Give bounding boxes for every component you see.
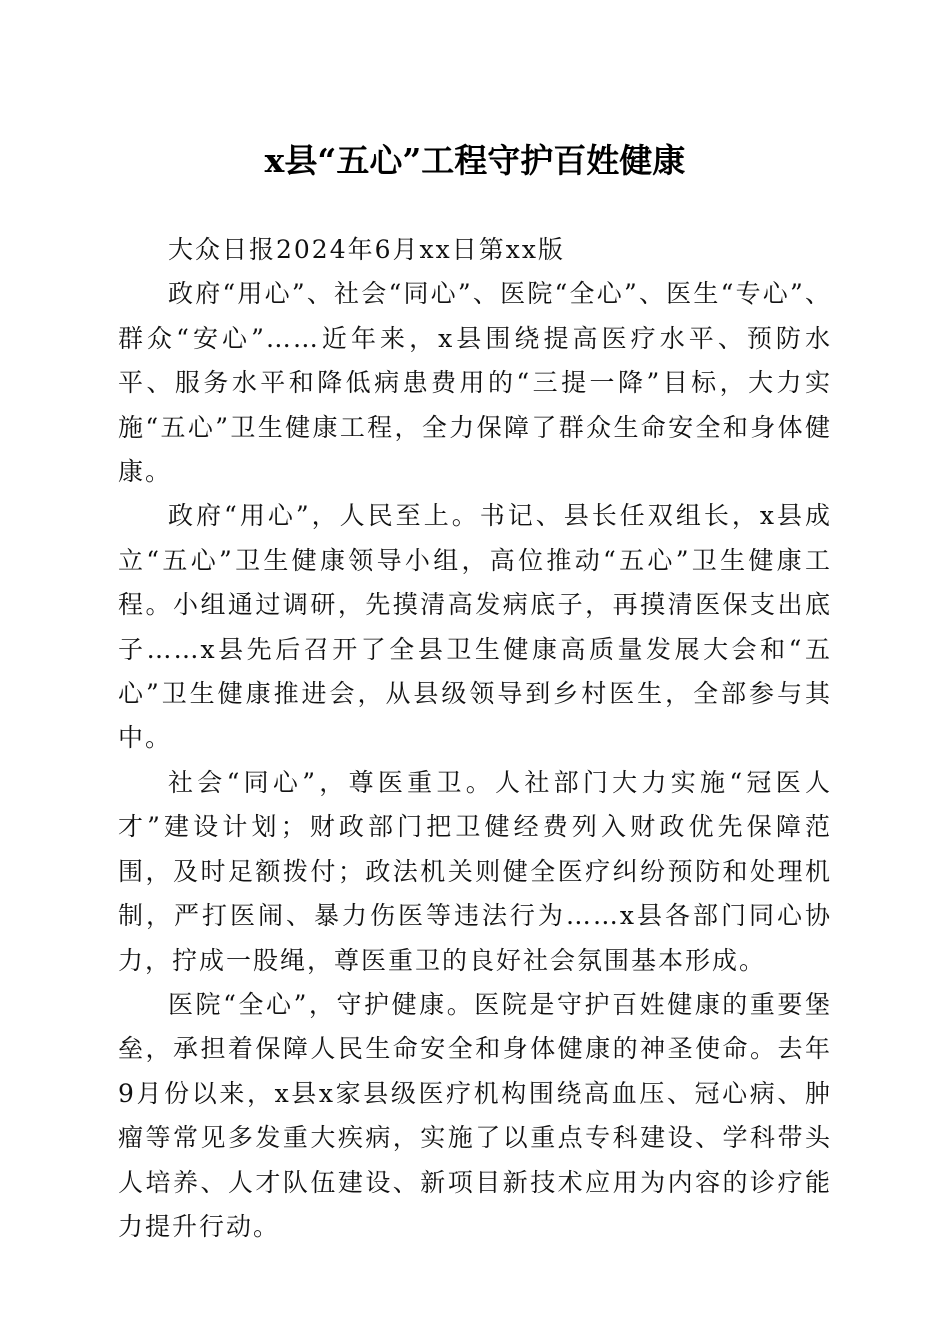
paragraph-government: 政府“用心”，人民至上。书记、县长任双组长，x县成立“五心”卫生健康领导小组，高位推动“五心”卫生健康工程。小组通过调研，先摸清高发病底子，再摸清医保支出底子……x县先后召开了全县卫生健康高质量发展大会和“五心”卫生健康推进会，从县级领导到乡村医生，全部参与其中。 [118,501,832,753]
article-byline: 大众日报2024年6月xx日第xx版 [168,235,565,264]
article-title: x县“五心”工程守护百姓健康 [264,141,686,180]
article-body [118,228,832,1249]
paragraph-society: 社会“同心”，尊医重卫。人社部门大力实施“冠医人才”建设计划；财政部门把卫健经费列入财政优先保障范围，及时足额拨付；政法机关则健全医疗纠纷预防和处理机制，严打医闹、暴力伤医等违法行为……x县各部门同心协力，拧成一股绳，尊医重卫的良好社会氛围基本形成。 [118,767,832,975]
paragraph-intro: 政府“用心”、社会“同心”、医院“全心”、医生“专心”、群众“安心”……近年来，x县围绕提高医疗水平、预防水平、服务水平和降低病患费用的“三提一降”目标，大力实施“五心”卫生健康工程，全力保障了群众生命安全和身体健康。 [118,279,832,487]
paragraph-hospital: 医院“全心”，守护健康。医院是守护百姓健康的重要堡垒，承担着保障人民生命安全和身体健康的神圣使命。去年9月份以来，x县x家县级医疗机构围绕高血压、冠心病、肿瘤等常见多发重大疾病，实施了以重点专科建设、学科带头人培养、人才队伍建设、新项目新技术应用为内容的诊疗能力提升行动。 [118,989,832,1241]
